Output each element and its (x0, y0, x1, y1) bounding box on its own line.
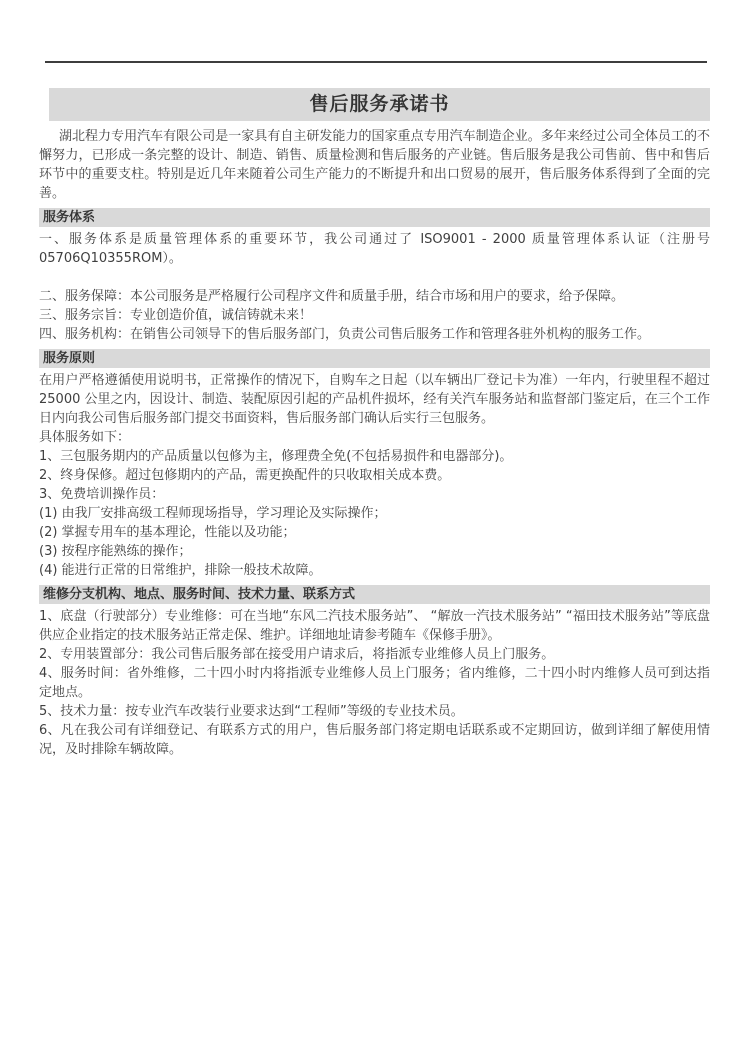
top-divider (45, 61, 707, 63)
training-subitem-4: (4) 能进行正常的日常维护，排除一般技术故障。 (39, 563, 322, 578)
repair-branch-item-2: 2、专用装置部分：我公司售后服务部在接受用户请求后，将指派专业维修人员上门服务。 (39, 647, 555, 662)
service-details-subheading: 具体服务如下： (39, 430, 131, 445)
training-subitem-1: (1) 由我厂安排高级工程师现场指导，学习理论及实际操作； (39, 506, 387, 521)
section-heading-service-principles: 服务原则 (39, 349, 710, 368)
service-system-item-4: 四、服务机构：在销售公司领导下的售后服务部门，负责公司售后服务工作和管理各驻外机构的服务工作。 (39, 327, 651, 342)
service-principles-paragraph: 在用户严格遵循使用说明书，正常操作的情况下，自购车之日起（以车辆出厂登记卡为准）一年内，行驶里程不超过 25000 公里之内，因设计、制造、装配原因引起的产品机件损坏，经有关汽车服务站和监督部门鉴定后，在三个工作日内向我公司售后服务部门提交书面资料，售后服务部门确认后实行三包服务。 (39, 373, 710, 426)
training-subitem-3: (3) 按程序能熟练的操作； (39, 544, 192, 559)
repair-branch-item-5: 5、技术力量：按专业汽车改装行业要求达到“工程师”等级的专业技术员。 (39, 704, 464, 719)
service-system-item-3: 三、服务宗旨：专业创造价值，诚信铸就未来！ (39, 308, 313, 323)
document-content (39, 88, 710, 759)
training-subitem-2: (2) 掌握专用车的基本理论，性能以及功能； (39, 525, 296, 540)
document-title: 售后服务承诺书 (49, 88, 710, 121)
service-detail-item-2: 2、终身保修。超过包修期内的产品，需更换配件的只收取相关成本费。 (39, 468, 451, 483)
service-system-item-1: 一、服务体系是质量管理体系的重要环节，我公司通过了 ISO9001 - 2000 质量管理体系认证（注册号 05706Q10355ROM）。 (39, 232, 710, 266)
repair-branch-item-6: 6、凡在我公司有详细登记、有联系方式的用户，售后服务部门将定期电话联系或不定期回访，做到详细了解使用情况，及时排除车辆故障。 (39, 723, 710, 757)
intro-paragraph: 湖北程力专用汽车有限公司是一家具有自主研发能力的国家重点专用汽车制造企业。多年来经过公司全体员工的不懈努力，已形成一条完整的设计、制造、销售、质量检测和售后服务的产业链。售后服务是我公司售前、售中和售后环节中的重要支柱。特别是近几年来随着公司生产能力的不断提升和出口贸易的展开，售后服务体系得到了全面的完善。 (39, 129, 710, 201)
service-system-item-2: 二、服务保障：本公司服务是严格履行公司程序文件和质量手册，结合市场和用户的要求，给予保障。 (39, 289, 625, 304)
section-heading-repair-branches: 维修分支机构、地点、服务时间、技术力量、联系方式 (39, 585, 710, 604)
section-heading-service-system: 服务体系 (39, 208, 710, 227)
repair-branch-item-4: 4、服务时间：省外维修，二十四小时内将指派专业维修人员上门服务；省内维修，二十四小时内维修人员可到达指定地点。 (39, 666, 710, 700)
service-detail-item-1: 1、三包服务期内的产品质量以包修为主，修理费全免(不包括易损件和电器部分)。 (39, 449, 513, 464)
repair-branch-item-1: 1、底盘（行驶部分）专业维修：可在当地“东风二汽技术服务站”、 “解放一汽技术服务站” “福田技术服务站”等底盘供应企业指定的技术服务站正常走保、维护。详细地址请参考随车《保修手册》。 (39, 609, 710, 643)
service-detail-item-3: 3、免费培训操作员： (39, 487, 165, 502)
